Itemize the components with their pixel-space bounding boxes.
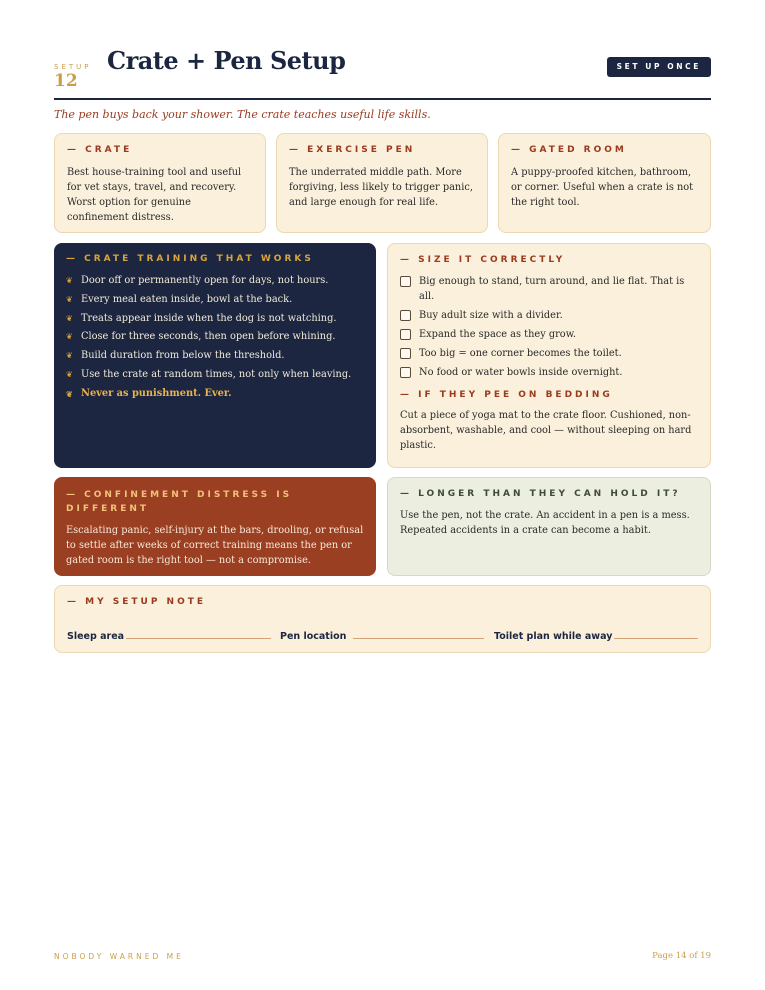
- paw-icon: ❦: [66, 369, 73, 379]
- checkbox[interactable]: [400, 367, 411, 378]
- pen-location-field[interactable]: [280, 624, 346, 643]
- distress-body: Escalating panic, self-injury at the bars, drooling, or refusal to settle after weeks of correct training means the pen or gated room is the right tool — not a compromise.: [66, 525, 364, 566]
- checkbox[interactable]: [400, 348, 411, 359]
- sleep-area-line[interactable]: [126, 638, 271, 639]
- longer-card: [387, 477, 711, 576]
- gated-room-card-body: A puppy-proofed kitchen, bathroom, or corner. Useful when a crate is not the right tool.: [511, 167, 694, 208]
- exercise-pen-card-title: — EXERCISE PEN: [289, 145, 416, 155]
- exercise-pen-card: [276, 133, 488, 233]
- crate-card-body: Best house-training tool and useful for vet stays, travel, and recovery. Worst option for genuine confinement distress.: [67, 167, 242, 223]
- exercise-pen-card-body: The underrated middle path. More forgiving, less likely to trigger panic, and large enough for real life.: [289, 167, 473, 208]
- size-card-title: — SIZE IT CORRECTLY: [400, 255, 566, 265]
- checklist-item[interactable]: Expand the space as they grow.: [400, 327, 698, 342]
- distress-card: [54, 477, 376, 576]
- toilet-plan-field[interactable]: [494, 624, 612, 643]
- size-checklist: [400, 274, 698, 380]
- page-number: Page 14 of 19: [652, 951, 711, 961]
- longer-title: — LONGER THAN THEY CAN HOLD IT?: [400, 489, 681, 499]
- paw-icon: ❦: [66, 351, 73, 361]
- bedding-body: Cut a piece of yoga mat to the crate floor. Cushioned, non-absorbent, washable, and cool — without sleeping on hard plastic.: [400, 410, 692, 451]
- list-item: ❦ Door off or permanently open for days, not hours.: [66, 272, 364, 291]
- bedding-title: — IF THEY PEE ON BEDDING: [400, 390, 613, 400]
- footer-brand: NOBODY WARNED ME: [54, 952, 184, 961]
- page-subtitle: The pen buys back your shower. The crate teaches useful life skills.: [54, 108, 431, 121]
- setup-note-title: — MY SETUP NOTE: [67, 597, 207, 607]
- list-item: ❦ Use the crate at random times, not only when leaving.: [66, 366, 364, 385]
- size-card: [387, 243, 711, 468]
- toilet-plan-line[interactable]: [614, 638, 698, 639]
- checkbox[interactable]: [400, 310, 411, 321]
- checklist-item[interactable]: No food or water bowls inside overnight.: [400, 365, 698, 380]
- checkbox[interactable]: [400, 276, 411, 287]
- distress-title: — CONFINEMENT DISTRESS IS DIFFERENT: [66, 490, 293, 514]
- page-header: [54, 46, 711, 100]
- page-title: Crate + Pen Setup: [107, 46, 346, 75]
- crate-card: [54, 133, 266, 233]
- list-item: ❦ Build duration from below the threshold.: [66, 347, 364, 366]
- list-item-emphasis: ❦ Never as punishment. Ever.: [66, 385, 364, 404]
- crate-training-title: — CRATE TRAINING THAT WORKS: [66, 254, 314, 264]
- checklist-item[interactable]: Too big = one corner becomes the toilet.: [400, 346, 698, 361]
- sleep-area-label: Sleep area: [67, 631, 125, 642]
- longer-body: Use the pen, not the crate. An accident in a pen is a mess. Repeated accidents in a crate can become a habit.: [400, 510, 690, 536]
- paw-icon: ❦: [66, 388, 73, 399]
- checklist-item[interactable]: Big enough to stand, turn around, and lie flat. That is all.: [400, 274, 698, 304]
- checklist-item[interactable]: Buy adult size with a divider.: [400, 308, 698, 323]
- pen-location-label: Pen location: [280, 631, 347, 642]
- setup-note-fields: [67, 624, 698, 640]
- gated-room-card-title: — GATED ROOM: [511, 145, 627, 155]
- crate-training-card: [54, 243, 376, 468]
- setup-number: 12: [54, 71, 78, 91]
- set-up-once-badge: SET UP ONCE: [607, 57, 711, 77]
- paw-icon: ❦: [66, 276, 73, 285]
- crate-training-list: [66, 272, 364, 404]
- crate-card-title: — CRATE: [67, 145, 133, 155]
- setup-label: SETUP: [54, 63, 92, 71]
- list-item: ❦ Treats appear inside when the dog is not watching.: [66, 310, 364, 329]
- gated-room-card: [498, 133, 711, 233]
- setup-note-card: [54, 585, 711, 653]
- toilet-plan-label: Toilet plan while away: [494, 631, 613, 642]
- paw-icon: ❦: [66, 294, 73, 304]
- sleep-area-field[interactable]: [67, 624, 124, 643]
- pen-location-line[interactable]: [353, 638, 484, 639]
- list-item: ❦ Every meal eaten inside, bowl at the back.: [66, 291, 364, 310]
- checkbox[interactable]: [400, 329, 411, 340]
- paw-icon: ❦: [66, 313, 73, 323]
- list-item: ❦ Close for three seconds, then open before whining.: [66, 328, 364, 347]
- paw-icon: ❦: [66, 332, 73, 342]
